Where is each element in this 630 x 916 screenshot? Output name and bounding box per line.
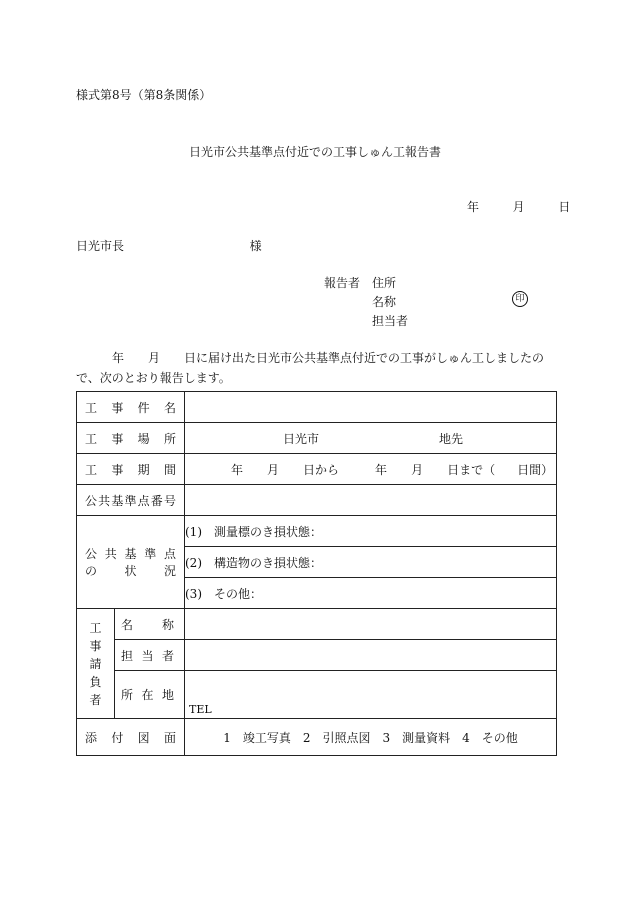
- label-work-name: [77, 399, 184, 416]
- label-char: 準: [144, 547, 157, 561]
- label-char: 点: [163, 547, 176, 561]
- label-char: 図: [137, 730, 150, 745]
- value-contractor-address[interactable]: [185, 671, 557, 719]
- row-work-place: [77, 423, 557, 454]
- label-char: 地: [161, 688, 174, 702]
- reporter-name-label: 名称: [372, 295, 397, 309]
- label-work-place: [77, 430, 184, 447]
- row-work-name: [77, 392, 557, 423]
- label-char: 担: [121, 648, 134, 663]
- label-char: 称: [161, 617, 174, 632]
- place-city: 日光市: [283, 431, 320, 446]
- label-char: 公: [85, 493, 98, 508]
- label-char: 号: [163, 493, 176, 508]
- period-end-day: 日まで（: [447, 462, 496, 477]
- label-char: 事: [111, 462, 124, 477]
- value-attachments: 1 竣工写真 2 引照点図 3 測量資料 4 その他: [185, 719, 557, 756]
- status-item-1[interactable]: (1) 測量標のき損状態：: [185, 516, 557, 547]
- status-item-2[interactable]: (2) 構造物のき損状態：: [185, 547, 557, 578]
- value-work-name[interactable]: [185, 392, 557, 423]
- label-point-number: [77, 492, 184, 509]
- row-point-number: [77, 485, 557, 516]
- value-point-number[interactable]: [185, 485, 557, 516]
- label-char: 在: [141, 688, 154, 702]
- label-char: 負: [89, 674, 102, 689]
- row-attachments: [77, 719, 557, 756]
- label-char: 期: [137, 462, 150, 477]
- period-end-year: 年: [375, 462, 388, 477]
- status-item-3[interactable]: (3) その他：: [185, 578, 557, 609]
- body-text-content: 年 月 日に届け出た日光市公共基準点付近での工事がしゅん工しましたので、次のとおり報告します。: [76, 351, 545, 385]
- value-contractor-name[interactable]: [185, 609, 557, 640]
- addressee-honorific: 様: [249, 239, 262, 253]
- reporter-label: 報告者: [324, 276, 361, 290]
- addressee: [76, 237, 262, 254]
- value-work-place[interactable]: [185, 423, 557, 454]
- date-day: 日: [558, 200, 571, 214]
- label-char: 点: [137, 493, 150, 508]
- label-char: 者: [161, 648, 174, 663]
- place-suffix: 地先: [439, 431, 464, 446]
- label-char: 状: [124, 564, 137, 578]
- label-char: 工: [85, 462, 98, 477]
- report-table: [76, 391, 557, 756]
- row-work-period: [77, 454, 557, 485]
- label-char: 添: [85, 730, 98, 745]
- addressee-name: 日光市長: [76, 239, 125, 253]
- value-work-period[interactable]: [185, 454, 557, 485]
- label-char: 工: [85, 400, 98, 415]
- row-contractor-address: [77, 671, 557, 719]
- report-date: [467, 198, 570, 215]
- label-char: 況: [163, 564, 176, 578]
- label-char: 名: [121, 617, 134, 632]
- row-contractor-name: [77, 609, 557, 640]
- period-start-year: 年: [231, 462, 244, 477]
- seal-mark: 印: [512, 291, 528, 307]
- date-month: 月: [512, 200, 525, 214]
- label-char: 工: [89, 620, 102, 635]
- label-contractor-vertical: [77, 619, 114, 709]
- reporter-block: [324, 274, 509, 331]
- label-contractor-address: [115, 686, 184, 703]
- label-char: 場: [137, 431, 150, 446]
- body-text: [76, 348, 556, 388]
- period-days: 日間）: [517, 462, 554, 477]
- label-char: 請: [89, 656, 102, 671]
- date-year: 年: [467, 200, 480, 214]
- period-start-day: 日から: [303, 462, 340, 477]
- label-char: 名: [163, 400, 176, 415]
- label-point-status: [77, 516, 185, 609]
- label-char: 事: [89, 638, 102, 653]
- label-char: 公: [85, 547, 98, 561]
- label-char: 番: [150, 493, 163, 508]
- form-number: 様式第8号（第8条関係）: [76, 88, 212, 102]
- label-contractor-person: [115, 647, 184, 664]
- label-char: 件: [137, 400, 150, 415]
- label-char: 工: [85, 431, 98, 446]
- label-char: 者: [89, 692, 102, 707]
- label-char: 付: [111, 730, 124, 745]
- row-contractor-person: [77, 640, 557, 671]
- value-contractor-person[interactable]: [185, 640, 557, 671]
- label-char: 所: [121, 688, 134, 702]
- label-char: 事: [111, 431, 124, 446]
- label-char: 間: [163, 462, 176, 477]
- reporter-address-label: 住所: [372, 276, 397, 290]
- label-char: 準: [124, 493, 137, 508]
- label-char: 共: [98, 493, 111, 508]
- label-point-status-line2: [77, 562, 184, 579]
- document-title: 日光市公共基準点付近での工事しゅん工報告書: [188, 145, 441, 159]
- period-end-month: 月: [411, 462, 424, 477]
- row-point-status-1: [77, 516, 557, 547]
- label-char: 事: [111, 400, 124, 415]
- label-point-status-line1: [77, 545, 184, 562]
- period-start-month: 月: [267, 462, 280, 477]
- label-char: 面: [163, 730, 176, 745]
- label-char: 基: [124, 547, 137, 561]
- label-work-period: [77, 461, 184, 478]
- label-contractor-name: [115, 616, 184, 633]
- label-char: 共: [104, 547, 117, 561]
- label-char: 当: [141, 648, 154, 663]
- label-attachments: [77, 729, 184, 746]
- label-contractor: [77, 609, 115, 719]
- label-char: の: [85, 564, 98, 578]
- reporter-contact-label: 担当者: [372, 314, 409, 328]
- label-char: 所: [163, 431, 176, 446]
- label-char: 基: [111, 493, 124, 508]
- tel-label: TEL: [189, 703, 212, 716]
